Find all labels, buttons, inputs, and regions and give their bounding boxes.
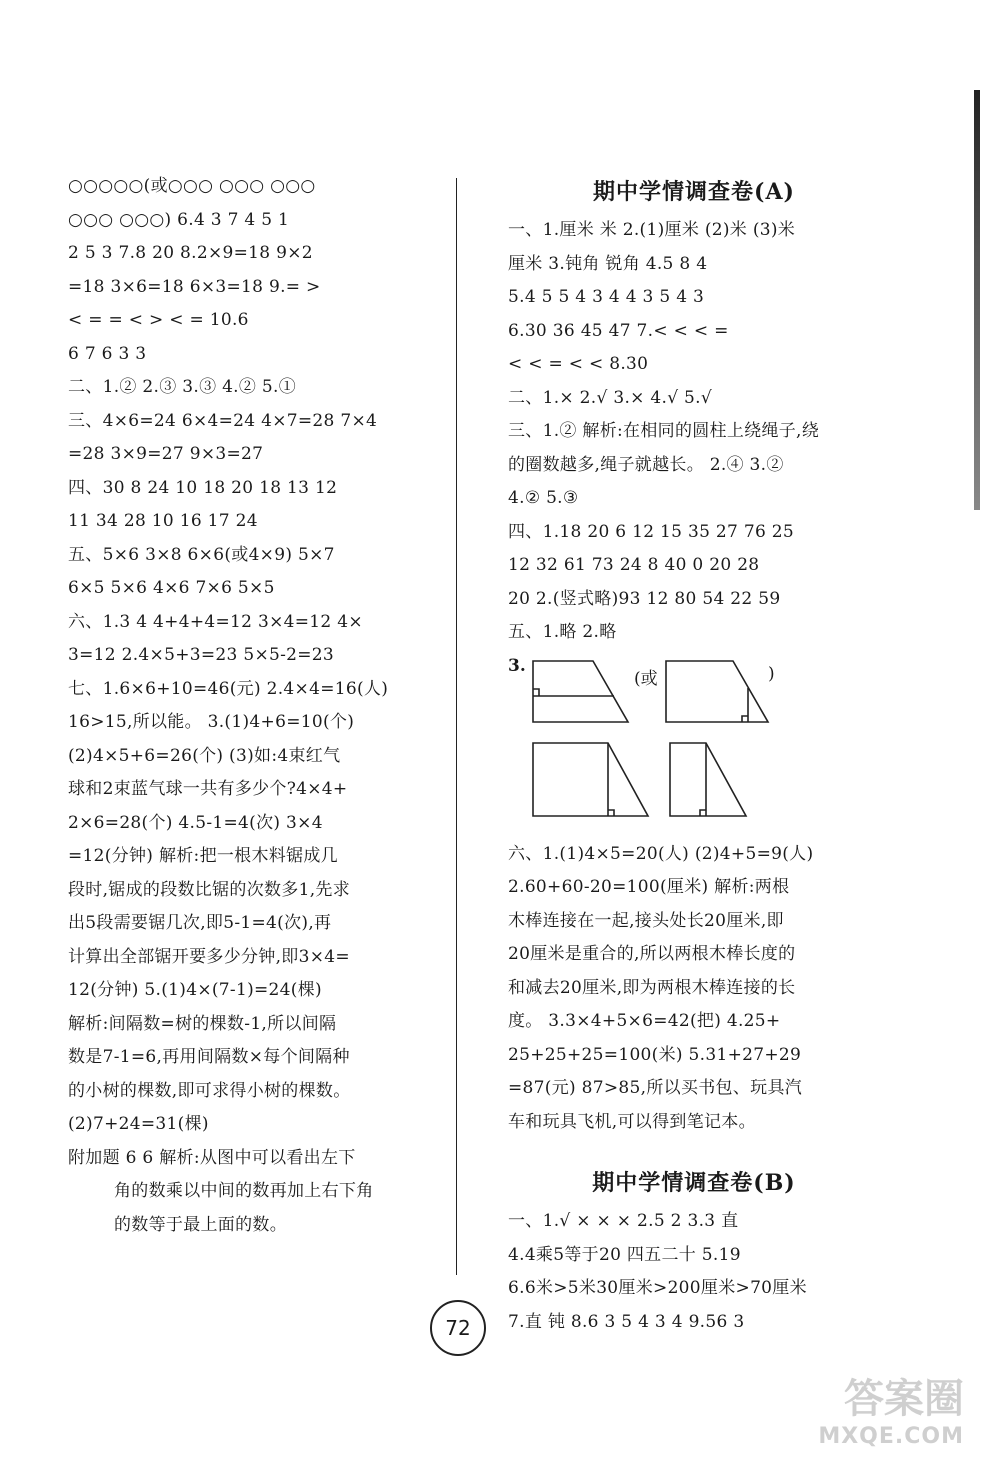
left-answer-line: 段时,锯成的段数比锯的次数多1,先求 bbox=[68, 879, 351, 900]
exam-a-line: 车和玩具飞机,可以得到笔记本。 bbox=[508, 1111, 756, 1132]
exam-a-line: 一、1.厘米 米 2.(1)厘米 (2)米 (3)米 bbox=[508, 220, 796, 240]
figure-label: 3. bbox=[508, 655, 526, 676]
left-answer-line: 3=12 2.4×5+3=23 5×5-2=23 bbox=[68, 645, 335, 665]
left-answer-line: 解析:间隔数=树的棵数-1,所以间隔 bbox=[68, 1013, 337, 1034]
left-answer-line: 出5段需要锯几次,即5-1=4(次),再 bbox=[68, 913, 332, 933]
left-column bbox=[68, 170, 440, 1242]
exam-b-line: 6.6米>5米30厘米>200厘米>70厘米 bbox=[508, 1278, 807, 1298]
trapezoid-split-figures bbox=[528, 656, 888, 732]
bonus-line: 角的数乘以中间的数再加上右下角 bbox=[114, 1181, 374, 1201]
left-answer-line: 五、5×6 3×8 6×6(或4×9) 5×7 bbox=[68, 544, 335, 565]
trapezoid-split-horizontal bbox=[533, 661, 628, 722]
left-answer-line: 七、1.6×6+10=46(元) 2.4×4=16(人) bbox=[68, 678, 389, 699]
exam-a-line: 六、1.(1)4×5=20(人) (2)4+5=9(人) bbox=[508, 843, 814, 864]
watermark bbox=[792, 1363, 972, 1453]
exam-a-line: 5.4 5 5 4 3 4 4 3 5 4 3 bbox=[508, 287, 705, 307]
left-answer-line: 6×5 5×6 4×6 7×6 5×5 bbox=[68, 578, 275, 598]
right-column bbox=[508, 170, 880, 1339]
exam-a-line: 三、1.② 解析:在相同的圆柱上绕绳子,绕 bbox=[508, 421, 820, 441]
exam-b-line: 一、1.√ × × × 2.5 2 3.3 直 bbox=[508, 1211, 739, 1231]
left-answer-line: 六、1.3 4 4+4+4=12 3×4=12 4× bbox=[68, 611, 363, 632]
trapezoid-figure-row-1 bbox=[508, 650, 880, 734]
page-number: 72 bbox=[430, 1300, 486, 1356]
left-answer-line: 16>15,所以能。 3.(1)4+6=10(个) bbox=[68, 712, 355, 732]
column-divider bbox=[456, 178, 457, 1275]
left-answer-line: 三、4×6=24 6×4=24 4×7=28 7×4 bbox=[68, 410, 378, 431]
exam-a-line: 的圈数越多,绳子就越长。 2.④ 3.② bbox=[508, 454, 784, 475]
left-answer-line: 11 34 28 10 16 17 24 bbox=[68, 511, 258, 531]
left-answer-line: < = = < > < = 10.6 bbox=[68, 310, 249, 330]
left-answer-line: =28 3×9=27 9×3=27 bbox=[68, 444, 264, 464]
exam-a-line: 25+25+25=100(米) 5.31+27+29 bbox=[508, 1044, 802, 1065]
bonus-line: 的数等于最上面的数。 bbox=[114, 1214, 287, 1235]
left-answer-line: (2)7+24=31(棵) bbox=[68, 1114, 209, 1134]
exam-a-line: =87(元) 87>85,所以买书包、玩具汽 bbox=[508, 1078, 803, 1098]
exam-a-line: 度。 3.3×4+5×6=42(把) 4.25+ bbox=[508, 1011, 781, 1031]
exam-a-line: 厘米 3.钝角 锐角 4.5 8 4 bbox=[508, 253, 708, 274]
exam-a-line: 四、1.18 20 6 12 15 35 27 76 25 bbox=[508, 521, 795, 542]
exam-b-line: 7.直 钝 8.6 3 5 4 3 4 9.56 3 bbox=[508, 1311, 745, 1332]
exam-a-answers-part1 bbox=[508, 214, 880, 650]
watermark-url: MXQE.COM bbox=[818, 1424, 964, 1449]
figure-or-close: ) bbox=[768, 663, 775, 684]
left-answer-line: 12(分钟) 5.(1)4×(7-1)=24(棵) bbox=[68, 980, 322, 1000]
section-title-exam-b: 期中学情调查卷(B) bbox=[592, 1170, 796, 1196]
exam-b-answers bbox=[508, 1205, 880, 1339]
exam-a-answers-part2 bbox=[508, 838, 880, 1140]
exam-a-line: 4.② 5.③ bbox=[508, 488, 579, 508]
exam-a-line: 和减去20厘米,即为两根木棒连接的长 bbox=[508, 977, 796, 998]
left-answer-line: 2×6=28(个) 4.5-1=4(次) 3×4 bbox=[68, 812, 323, 833]
trapezoid-rect-cut-2 bbox=[670, 743, 746, 816]
figure-or-text: (或 bbox=[634, 668, 658, 689]
section-title-exam-a: 期中学情调查卷(A) bbox=[593, 179, 795, 205]
left-answer-line: ○○○ ○○○) 6.4 3 7 4 5 1 bbox=[68, 209, 290, 230]
left-answer-line: =12(分钟) 解析:把一根木料锯成几 bbox=[68, 846, 338, 866]
exam-a-line: 五、1.略 2.略 bbox=[508, 622, 617, 642]
left-answer-line: 计算出全部锯开要多少分钟,即3×4= bbox=[68, 946, 350, 967]
left-answer-line: 四、30 8 24 10 18 20 18 13 12 bbox=[68, 477, 338, 498]
left-answer-line: ○○○○○(或○○○ ○○○ ○○○ bbox=[68, 176, 316, 196]
watermark-logo: 答案圈 bbox=[844, 1376, 964, 1422]
exam-a-line: < < = < < 8.30 bbox=[508, 354, 649, 374]
exam-a-line: 二、1.× 2.√ 3.× 4.√ 5.√ bbox=[508, 387, 712, 408]
trapezoid-figure-row-2 bbox=[508, 734, 880, 838]
exam-a-line: 2.60+60-20=100(厘米) 解析:两根 bbox=[508, 877, 790, 897]
left-answer-line: (2)4×5+6=26(个) (3)如:4束红气 bbox=[68, 745, 341, 766]
bonus-question-block bbox=[68, 1142, 440, 1243]
bonus-line: 附加题 6 6 解析:从图中可以看出左下 bbox=[68, 1147, 356, 1168]
left-answer-line: 球和2束蓝气球一共有多少个?4×4+ bbox=[68, 779, 348, 799]
left-answer-line: 二、1.② 2.③ 3.③ 4.② 5.① bbox=[68, 377, 297, 397]
exam-a-line: 木棒连接在一起,接头处长20厘米,即 bbox=[508, 910, 784, 931]
exam-a-line: 20 2.(竖式略)93 12 80 54 22 59 bbox=[508, 588, 781, 609]
exam-b-line: 4.4乘5等于20 四五二十 5.19 bbox=[508, 1244, 741, 1265]
exam-a-line: 12 32 61 73 24 8 40 0 20 28 bbox=[508, 555, 760, 575]
trapezoid-rect-cut-1 bbox=[533, 743, 648, 816]
left-answer-line: 6 7 6 3 3 bbox=[68, 343, 147, 364]
exam-a-line: 6.30 36 45 47 7.< < < = bbox=[508, 320, 729, 341]
trapezoid-rectangle-figures bbox=[528, 738, 888, 834]
trapezoid-split-vertical bbox=[666, 661, 768, 722]
exam-a-line: 20厘米是重合的,所以两根木棒长度的 bbox=[508, 944, 796, 964]
left-answer-line: 数是7-1=6,再用间隔数×每个间隔种 bbox=[68, 1047, 350, 1067]
left-answer-lines bbox=[68, 170, 440, 1142]
left-answer-line: =18 3×6=18 6×3=18 9.= > bbox=[68, 276, 321, 297]
left-answer-line: 的小树的棵数,即可求得小树的棵数。 bbox=[68, 1080, 351, 1101]
left-answer-line: 2 5 3 7.8 20 8.2×9=18 9×2 bbox=[68, 243, 313, 263]
scan-edge-shadow bbox=[974, 90, 980, 510]
